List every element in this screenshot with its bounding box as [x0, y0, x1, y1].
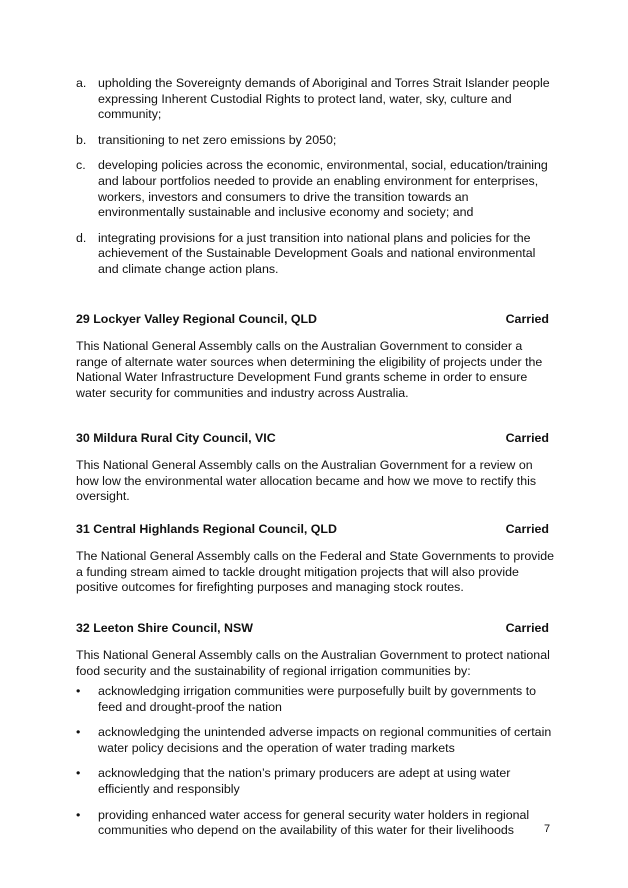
motion-status: Carried — [505, 621, 549, 635]
list-item — [76, 766, 554, 797]
list-item-text: developing policies across the economic, environmental, social, education/training and labour portfolios needed to provide an enabling environment for enterprises, workers, investors and consumers to drive the transition towards an environmentally sustainable and inclusive economy and society; and — [98, 158, 548, 220]
list-item-text: integrating provisions for a just transition into national plans and policies for the achievement of the Sustainable Development Goals and national environmental and climate change action plans. — [98, 230, 536, 276]
list-item-text: acknowledging that the nation’s primary producers are adept at using water efficiently and responsibly — [98, 766, 511, 796]
motion-title: 31 Central Highlands Regional Council, QLD — [76, 522, 337, 536]
motion-title: 29 Lockyer Valley Regional Council, QLD — [76, 312, 318, 326]
motion-heading — [76, 311, 549, 327]
motion-title: 30 Mildura Rural City Council, VIC — [76, 431, 276, 445]
motion-status: Carried — [505, 312, 549, 326]
motion-text: This National General Assembly calls on the Australian Government to protect national food security and the sustainability of regional irrigation communities by: — [76, 648, 550, 678]
bullet-list — [76, 684, 554, 849]
list-item — [76, 133, 554, 149]
list-item — [76, 76, 554, 123]
list-marker: d. — [76, 230, 87, 245]
list-item — [76, 231, 554, 278]
motion-heading — [76, 620, 549, 636]
list-item — [76, 158, 554, 220]
lettered-list — [76, 76, 554, 288]
list-marker: c. — [76, 158, 86, 173]
motion-status: Carried — [505, 522, 549, 536]
bullet-marker: • — [76, 684, 81, 698]
page-number: 7 — [544, 823, 551, 835]
list-item — [76, 725, 554, 756]
motion-status: Carried — [505, 431, 549, 445]
list-marker: a. — [76, 76, 87, 90]
bullet-marker: • — [76, 725, 81, 740]
list-item-text: acknowledging irrigation communities were purposefully built by governments to feed and drought-proof the nation — [98, 684, 537, 714]
motion-text: This National General Assembly calls on the Australian Government to consider a range of alternate water sources when determining the eligibility of projects under the National Water Infrastructure Development Fund grants scheme in order to ensure water security for communities and industry across Australia. — [76, 339, 543, 400]
motion-title: 32 Leeton Shire Council, NSW — [76, 621, 253, 635]
motion-text: This National General Assembly calls on the Australian Government for a review on how low the environmental water allocation became and how we move to rectify this oversight. — [76, 458, 537, 504]
list-item-text: providing enhanced water access for general security water holders in regional communities who depend on the availability of this water for their livelihoods — [98, 807, 530, 838]
bullet-marker: • — [76, 807, 81, 822]
list-item-text: acknowledging the unintended adverse impacts on regional communities of certain water policy decisions and the operation of water trading markets — [98, 725, 552, 755]
list-marker: b. — [76, 132, 87, 147]
list-item-text: transitioning to net zero emissions by 2050; — [98, 132, 337, 147]
list-item — [76, 684, 554, 715]
motion-heading — [76, 521, 549, 537]
list-item-text: upholding the Sovereignty demands of Aboriginal and Torres Strait Islander people expressing Inherent Custodial Rights to protect land, water, sky, culture and community; — [98, 76, 550, 122]
motion-text: The National General Assembly calls on the Federal and State Governments to provide a funding stream aimed to tackle drought mitigation projects that will also provide positive outcomes for firefighting purposes and managing stock routes. — [76, 549, 554, 595]
list-item — [76, 808, 554, 839]
motion-heading — [76, 430, 549, 446]
bullet-marker: • — [76, 766, 81, 781]
